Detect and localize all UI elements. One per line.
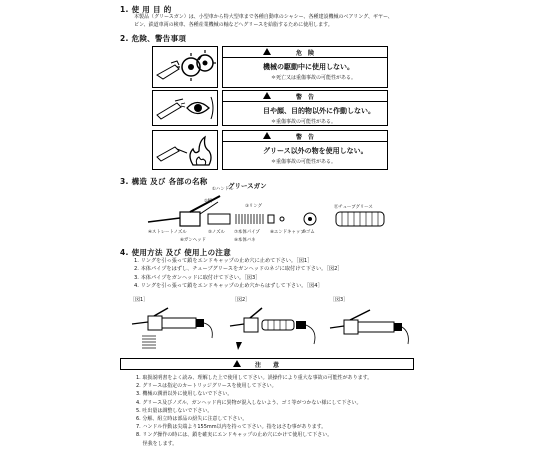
fig-label-2: ［図2］ (232, 297, 251, 303)
warning-box-eyes (222, 90, 388, 126)
note-item: 8. リング操作の時には、鎖を確実にエンドキャップの止め穴にかけて使用して下さい。 (136, 432, 333, 439)
section-1-title: 1. 使 用 目 的 (120, 5, 172, 14)
figure-3 (328, 304, 412, 354)
fire-icon (153, 131, 217, 169)
part-label-spring: ⑨本体バネ (234, 238, 256, 243)
note-item: 1. 取扱説明書をよく読み、理解した上で使用して下さい。誤操作により重大な事故の可能性があります。 (136, 375, 373, 381)
grease-gun-title: グリースガン (228, 182, 267, 190)
danger-box (222, 46, 388, 88)
usage-steps (134, 257, 343, 291)
eye-face-icon (153, 91, 217, 125)
warning-triangle-icon (233, 360, 241, 367)
hazard-illustration-gears (152, 46, 218, 88)
part-label-ring: ③リング (245, 204, 263, 209)
notes-header (120, 358, 414, 370)
part-label-barrel: ⑦本体パイプ (234, 230, 260, 235)
warning-box-grease (222, 130, 388, 170)
gun-assembly-fig2-icon (226, 304, 322, 354)
part-label-gun-head: ⑥ガンヘッド (180, 238, 206, 243)
gun-assembly-fig3-icon (328, 304, 412, 354)
warning-label-2: 警 告 (295, 133, 314, 141)
gears-hand-icon (153, 47, 217, 87)
part-label-nozzle: ⑤ノズル (208, 230, 225, 235)
usage-step: 4. リングを引っ張って鎖をエンドキャップの止め穴からはずして下さい。［図4］ (134, 283, 323, 290)
hazard-illustration-eye (152, 90, 218, 126)
warning-main-text-1: 目や顔、目的物以外に作動しない。 (263, 107, 375, 115)
notes-list (136, 374, 372, 448)
warning-sub-text-1: ＊重傷事故の可能性がある。 (271, 119, 337, 125)
part-label-lever: ②柄 (204, 199, 213, 204)
danger-sub-text: ＊死亡又は重傷事故の可能性がある。 (271, 75, 357, 81)
gun-assembly-fig1-icon (128, 304, 218, 354)
usage-step: 1. リングを引っ張って鎖をエンドキャップの止め穴に止めて下さい。［図1］ (134, 258, 313, 264)
purpose-line-2: ピン、鉄道車両の検車、各種産業機械の軸などへグリースを給脂するために使用します。 (134, 22, 333, 28)
part-label-end-cap: ⑧エンドキャップ (270, 230, 305, 235)
warning-triangle-icon (263, 92, 271, 99)
grease-gun-exploded-icon (140, 188, 390, 246)
danger-header (223, 47, 387, 58)
note-item: 5. 吐出量は調整しないで下さい。 (136, 407, 213, 414)
warning-header-1 (223, 91, 387, 102)
note-item: 3. 機械の潤滑以外に使用しないで下さい。 (136, 391, 233, 398)
note-item: 2. グリースは指定のカートリッジグリースを使用して下さい。 (136, 383, 277, 390)
danger-main-text: 機械の駆動中に使用しない。 (263, 63, 354, 71)
section-4-title: 4. 使用方法 及び 使用上の注意 (120, 248, 231, 257)
notes-title: 注 意 (254, 361, 279, 369)
part-label-straight-nozzle: ④ストレートノズル (148, 230, 187, 235)
note-item: 4. グリース及びノズル、ガンヘッド内に異物が混入しないよう、ゴミ等がつかない様にして下さい。 (136, 399, 362, 406)
warning-label-1: 警 告 (295, 93, 314, 101)
figure-2 (226, 304, 322, 354)
usage-step: 3. 本体パイプをガンヘッドに取付けて下さい。［図3］ (134, 274, 261, 281)
fig-label-3: ［図3］ (330, 297, 349, 303)
hazard-illustration-fire (152, 130, 218, 170)
warning-sub-text-2: ＊重傷事故の可能性がある。 (271, 159, 337, 165)
note-item: 7. ハンドル作動は尖端より155mm以内を持って下さい。指をはさむ事があります。 (136, 424, 327, 431)
part-label-grease-tube: ⑪チューブグリース (334, 205, 373, 210)
fig-label-1: ［図1］ (130, 297, 149, 303)
warning-main-text-2: グリース以外の物を使用しない。 (263, 147, 368, 155)
warning-header-2 (223, 131, 387, 142)
part-label-plunger: ⑩ゴム (302, 230, 315, 235)
note-item: 6. 分解、組立時は部品の紛失に注意して下さい。 (136, 416, 248, 423)
grease-gun-diagram (140, 188, 390, 246)
note-item: 怪我をします。 (136, 440, 178, 447)
section-2-title: 2. 危険、警告事項 (120, 34, 187, 43)
part-label-handle: ①ハンドル (212, 187, 234, 192)
purpose-line-1: 本製品（グリースガン）は、小型車から特大型車まで各種自動車のシャシー、各種建設機械のベアリング、ギヤー、 (134, 14, 393, 20)
warning-triangle-icon (263, 132, 271, 139)
figure-1 (128, 304, 218, 354)
usage-step: 2. 本体パイプをはずし、チューブグリースをガンヘッドのネジに取付けて下さい。［図2］ (134, 266, 343, 273)
warning-triangle-icon (263, 48, 271, 55)
section-3-title: 3. 構造 及び 各部の名称 (120, 177, 208, 186)
danger-label: 危 険 (295, 49, 314, 57)
